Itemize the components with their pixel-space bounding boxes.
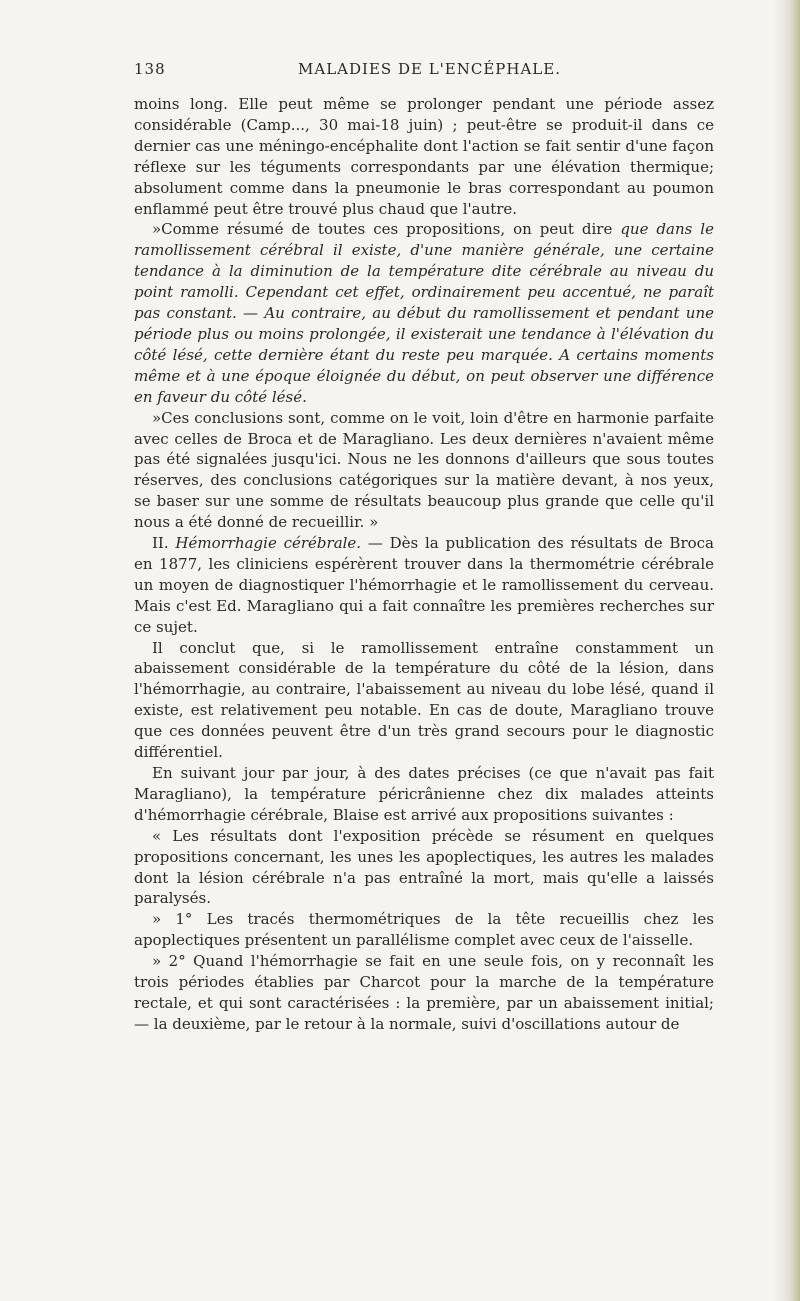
text-run: Il conclut que, si le ramollissement entraîne constamment un abaissement considérable de la température du côté de la lésion, dans l'hémorrhagie, au contraire, l'abaissement au niveau du lobe lésé, quand il existe, est relativement peu notable. En cas de doute, Maragliano trouve que ces données peuvent être d'un très grand secours pour le diagnostic différentiel.: [134, 638, 714, 762]
page-edge-shadow: [774, 0, 800, 1301]
text-run: En suivant jour par jour, à des dates précises (ce que n'avait pas fait Maragliano), la température péricrânienne chez dix malades atteints d'hémorrhagie cérébrale, Blaise est arrivé aux propositions suivantes :: [134, 764, 714, 824]
body-text: [134, 94, 714, 1035]
text-run: moins long. Elle peut même se prolonger pendant une période assez considérable (Camp..., 30 mai-18 juin) ; peut-être se produit-il dans ce dernier cas une méningo-encéphalite dont l'action se fait sentir d'une façon réflexe sur les téguments correspondants par une élévation thermique; absolument comme dans la pneumonie le bras correspondant au poumon enflammé peut être trouvé plus chaud que l'autre.: [134, 95, 714, 218]
text-run: « Les résultats dont l'exposition précède se résument en quelques propositions concernant, les unes les apoplectiques, les autres les malades dont la lésion cérébrale n'a pas entraîné la mort, mais qu'elle a laissés paralysés.: [134, 826, 714, 908]
paragraph: [134, 909, 714, 951]
paragraph: [134, 763, 714, 826]
text-run: »Comme résumé de toutes ces propositions, on peut dire: [152, 220, 621, 239]
page-header: [134, 60, 725, 84]
running-title: MALADIES DE L'ENCÉPHALE.: [298, 60, 561, 78]
paragraph: [134, 638, 714, 763]
paragraph: [134, 826, 714, 910]
paragraph: [134, 94, 714, 219]
text-run: » 1° Les tracés thermométriques de la tête recueillis chez les apoplectiques présentent un parallélisme complet avec ceux de l'aisselle.: [134, 910, 714, 950]
italic-text: que dans le ramollissement cérébral il existe, d'une manière générale, une certaine tendance à la diminution de la température dite cérébrale au niveau du point ramolli. Cependant cet effet, ordinairement peu accentué, ne paraît pas constant. — Au contraire, au début du ramollissement et pendant une période plus ou moins prolongée, il existerait une tendance à l'élévation du côté lésé, cette dernière étant du reste peu marquée. A certains moments même et à une époque éloignée du début, on peut observer une différence en faveur du côté lésé.: [134, 220, 714, 406]
text-run: »Ces conclusions sont, comme on le voit, loin d'être en harmonie parfaite avec celles de Broca et de Maragliano. Les deux dernières n'avaient même pas été signalées jusqu'ici. Nous ne les donnons d'ailleurs que sous toutes réserves, des conclusions catégoriques sur la matière devant, à nos yeux, se baser sur une somme de résultats beaucoup plus grande que celle qu'il nous a été donné de recueillir. »: [134, 408, 714, 532]
text-run: » 2° Quand l'hémorrhagie se fait en une seule fois, on y reconnaît les trois périodes établies par Charcot pour la marche de la température rectale, et qui sont caractérisées : la première, par un abaissement initial; — la deuxième, par le retour à la normale, suivi d'oscillations autour de: [134, 952, 714, 1033]
page-number: 138: [134, 60, 166, 78]
paragraph: [134, 219, 714, 407]
text-run: II.: [152, 534, 176, 553]
paragraph: [134, 951, 714, 1035]
paragraph: [134, 533, 714, 638]
paragraph: [134, 408, 714, 533]
text-run: — Dès la publication des résultats de Broca en 1877, les cliniciens espérèrent trouver dans la thermométrie cérébrale un moyen de diagnostiquer l'hémorrhagie et le ramollissement du cerveau. Mais c'est Ed. Maragliano qui a fait connaître les premières recherches sur ce sujet.: [134, 534, 714, 636]
italic-text: Hémorrhagie cérébrale.: [175, 534, 362, 553]
